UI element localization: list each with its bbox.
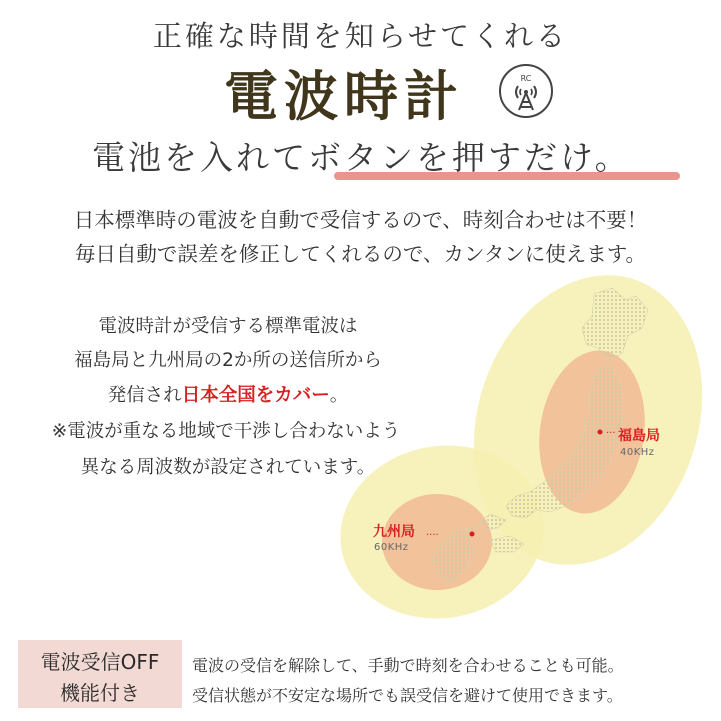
info-line-3-prefix: 発信され [107, 385, 182, 406]
subline-text: 電池を入れてボタンを押すだけ。 [92, 138, 631, 177]
headline-row [0, 52, 721, 128]
feature-badge-line-1: 電波受信OFF [40, 650, 160, 674]
info-line-4: ※電波が重なる地域で干渉し合わないよう [51, 421, 401, 442]
headline-title: 電波時計 [224, 64, 464, 128]
info-line-2: 福島局と九州局の2か所の送信所から [74, 350, 382, 371]
tagline: 正確な時間を知らせてくれる [152, 19, 569, 53]
svg-text:····: ···· [426, 530, 439, 541]
info-line-5: 異なる周波数が設定されています。 [80, 457, 376, 478]
feature-text-line-1: 電波の受信を解除して、手動で時刻を合わせることも可能。 [192, 656, 624, 675]
info-line-3-suffix: 。 [329, 385, 349, 406]
rc-icon-label: RC [520, 74, 532, 83]
svg-text:···: ··· [606, 428, 616, 439]
fukushima-station-label: 福島局 [618, 428, 660, 444]
fukushima-station-frequency: 40KHz [620, 447, 655, 458]
feature-badge-line-2: 機能付き [60, 681, 140, 705]
subline-row [0, 128, 721, 184]
kyushu-station-label: 九州局 [373, 524, 415, 540]
info-line-1: 電波時計が受信する標準電波は [98, 316, 358, 337]
radio-tower-icon [497, 62, 555, 120]
description-line-2: 毎日自動で誤差を修正してくれるので、カンタンに使えます。 [74, 242, 647, 266]
kyushu-station-frequency: 60KHz [374, 542, 409, 553]
info-line-3 [0, 381, 458, 407]
nationwide-coverage-highlight: 日本全国をカバー [181, 385, 330, 406]
description-line-1: 日本標準時の電波を自動で受信するので、時刻合わせは不要！ [73, 208, 648, 232]
feature-text-line-2: 受信状態が不安定な場所でも誤受信を避けて使用できます。 [192, 686, 623, 705]
